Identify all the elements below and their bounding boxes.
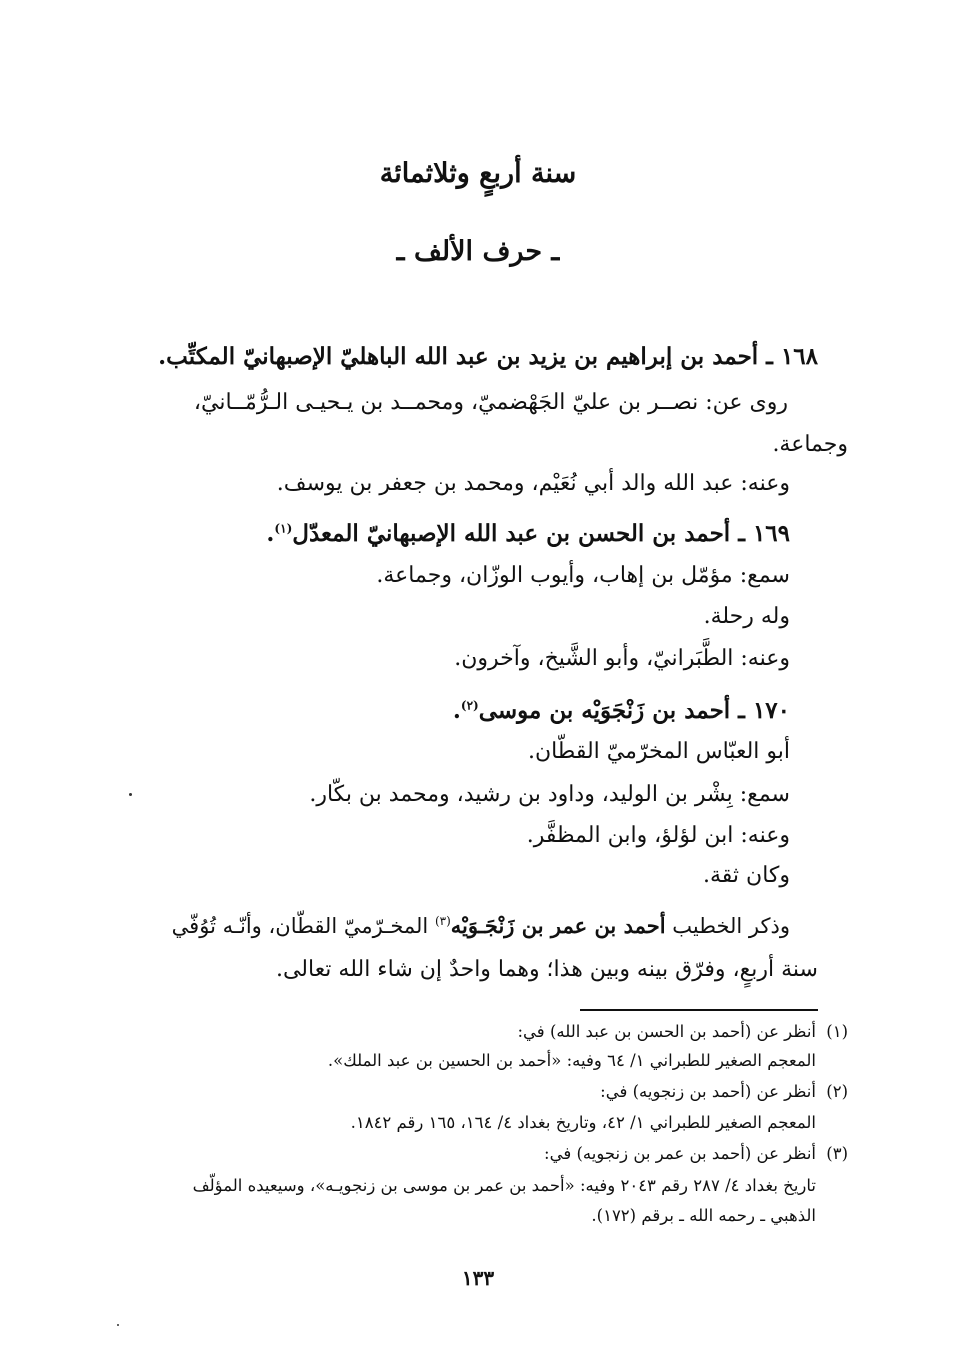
footnote-1-line-2: المعجم الصغير للطبراني ١/ ٦٤ وفيه: «أحمد بن الحسين بن عبد الملك».	[327, 1051, 816, 1070]
year-heading: سنة أربعٍ وثلاثمائة	[379, 158, 577, 189]
entry-169-line-3: وعنه: الطَّبَرانيّ، وأبو الشَّيخ، وآخرون.	[454, 646, 790, 671]
footnote-2-number: (٢)	[826, 1082, 848, 1101]
footnote-3-line-3: الذهبي ـ رحمه الله ـ برقم (١٧٢).	[591, 1206, 816, 1225]
entry-170-line-3: وعنه: ابن لؤلؤ، وابن المظفَّر.	[526, 823, 790, 848]
entry-169-line-1: سمع: مؤمّل بن إهاب، وأيوب الوزّان، وجماعة.	[376, 563, 790, 588]
entry-170-line-2: سمع: بِشْر بن الوليد، وداود بن رشيد، ومحمد بن بكّار.	[309, 782, 790, 807]
entry-168-title: ١٦٨ ـ أحمد بن إبراهيم بن يزيد بن عبد الله الباهليّ الإصبهانيّ المكتِّب.	[158, 343, 818, 370]
entry-169-title: ١٦٩ ـ أحمد بن الحسن بن عبد الله الإصبهانيّ المعدّل$^{(١)}$.	[266, 520, 790, 547]
entry-170-line-1: أبو العبّاس المخرّميّ القطّان.	[527, 739, 790, 764]
footnote-marker-3: (٣)	[434, 914, 451, 928]
footnote-2-line-1: أنظر عن (أحمد بن زنجويه) في:	[600, 1082, 816, 1101]
entry-168-line-3: وعنه: عبد الله والد أبي نُعَيْم، ومحمد بن جعفر بن يوسف.	[276, 471, 790, 496]
footnote-separator	[580, 1009, 818, 1011]
section-heading: ـ حرف الألف ـ	[396, 236, 560, 267]
footnote-marker-1: (١)	[274, 521, 293, 536]
page-number: ١٣٣	[461, 1266, 495, 1290]
footnote-marker-2: (٢)	[460, 698, 479, 713]
entry-170-title: ١٧٠ ـ أحمد بن زَنْجَوَيْه بن موسى$^{(٢)}$.	[452, 697, 790, 724]
entry-168-line-1: روى عن: نصــر بن عليّ الجَهْضميّ، ومحمــد بن يـحيـى الـرُّمّــانيّ،	[193, 390, 788, 415]
entry-170-closing-line-2: سنة أربعٍ، وفرّق بينه وبين هذا؛ وهما واحدٌ إن شاء الله تعالى.	[275, 957, 818, 982]
footnote-3-number: (٣)	[826, 1144, 848, 1163]
speck-mark	[117, 1324, 119, 1326]
footnote-1-line-1: أنظر عن (أحمد بن الحسن بن عبد الله) في:	[517, 1022, 816, 1041]
entry-168-line-2: وجماعة.	[772, 432, 848, 457]
footnote-3-line-1: أنظر عن (أحمد بن عمر بن زنجويه) في:	[544, 1144, 816, 1163]
speck-mark	[129, 793, 132, 796]
footnote-3-line-2: تاريخ بغداد ٤/ ٢٨٧ رقم ٢٠٤٣ وفيه: «أحمد بن عمر بن موسى بن زنجويـه»، وسيعيده المؤلّف	[192, 1176, 816, 1195]
footnote-1-number: (١)	[826, 1022, 848, 1041]
footnote-2-line-2: المعجم الصغير للطبراني ١/ ٤٢، وتاريخ بغداد ٤/ ١٦٤، ١٦٥ رقم ١٨٤٢.	[350, 1113, 816, 1132]
entry-170-closing-line-1: وذكر الخطيب أحمد بن عمر بن زَنْجَـوَيْه$^{(٣)}$ المخـرّميّ القطّان، وأنّـه تُوُفّي	[171, 913, 790, 938]
entry-169-line-2: وله رحلة.	[703, 604, 790, 629]
entry-170-line-4: وكان ثقة.	[703, 863, 790, 888]
